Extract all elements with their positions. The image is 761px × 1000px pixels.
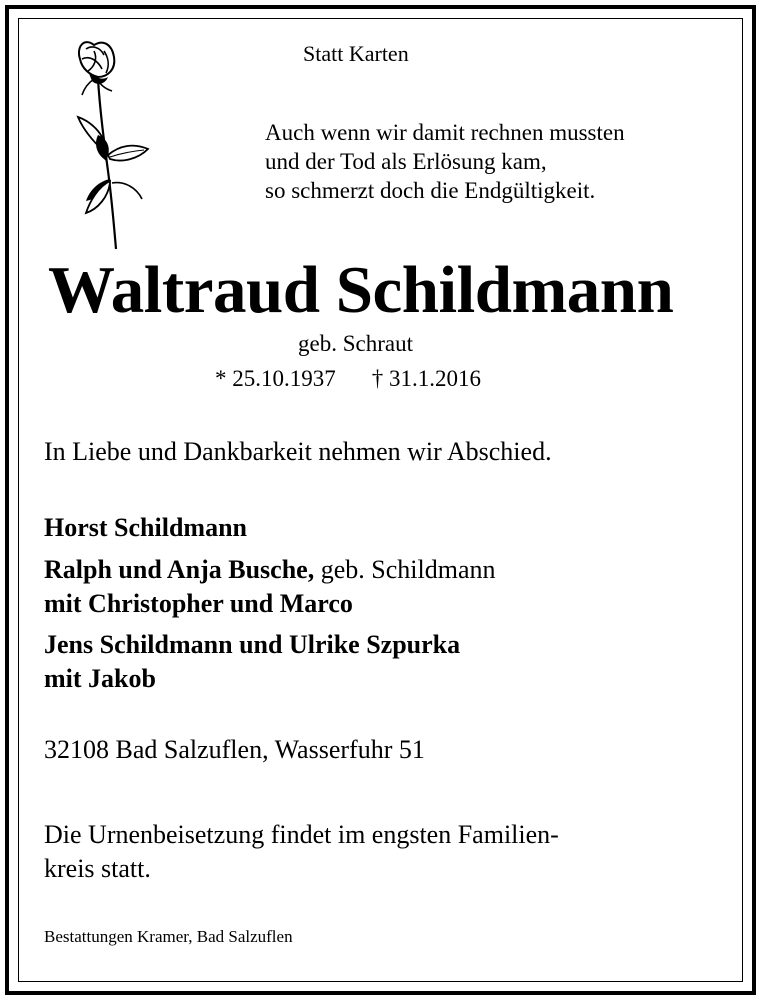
verse-line: so schmerzt doch die Endgültigkeit.: [265, 178, 596, 203]
family-line: [44, 589, 353, 619]
address: 32108 Bad Salzuflen, Wasserfuhr 51: [44, 735, 425, 764]
family-line: [44, 555, 496, 585]
family-name: Horst Schildmann: [44, 513, 247, 542]
family-line: [44, 630, 460, 660]
notice-line: kreis statt.: [44, 854, 151, 883]
death-date: † 31.1.2016: [371, 366, 481, 391]
birth-date: * 25.10.1937: [215, 366, 336, 391]
burial-notice: [44, 818, 559, 886]
deceased-name: Waltraud Schildmann: [48, 253, 674, 327]
verse-line: Auch wenn wir damit rechnen mussten: [265, 120, 625, 145]
family-name: Jens Schildmann und Ulrike Szpurka: [44, 630, 461, 659]
rose-icon: [64, 31, 156, 253]
farewell-text: In Liebe und Dankbarkeit nehmen wir Abschied.: [44, 437, 552, 466]
family-name: Ralph und Anja Busche,: [44, 555, 315, 584]
verse-line: und der Tod als Erlösung kam,: [265, 149, 547, 174]
statt-karten-label: Statt Karten: [303, 41, 409, 66]
family-maiden: geb. Schildmann: [314, 555, 496, 584]
life-dates: [215, 366, 481, 392]
family-line: [44, 664, 156, 694]
notice-line: Die Urnenbeisetzung findet im engsten Familien-: [44, 820, 559, 849]
family-name: mit Jakob: [44, 664, 156, 693]
family-line: [44, 513, 247, 543]
maiden-name: geb. Schraut: [298, 331, 413, 356]
verse: [265, 118, 625, 205]
undertaker: Bestattungen Kramer, Bad Salzuflen: [44, 927, 293, 946]
family-name: mit Christopher und Marco: [44, 589, 353, 618]
